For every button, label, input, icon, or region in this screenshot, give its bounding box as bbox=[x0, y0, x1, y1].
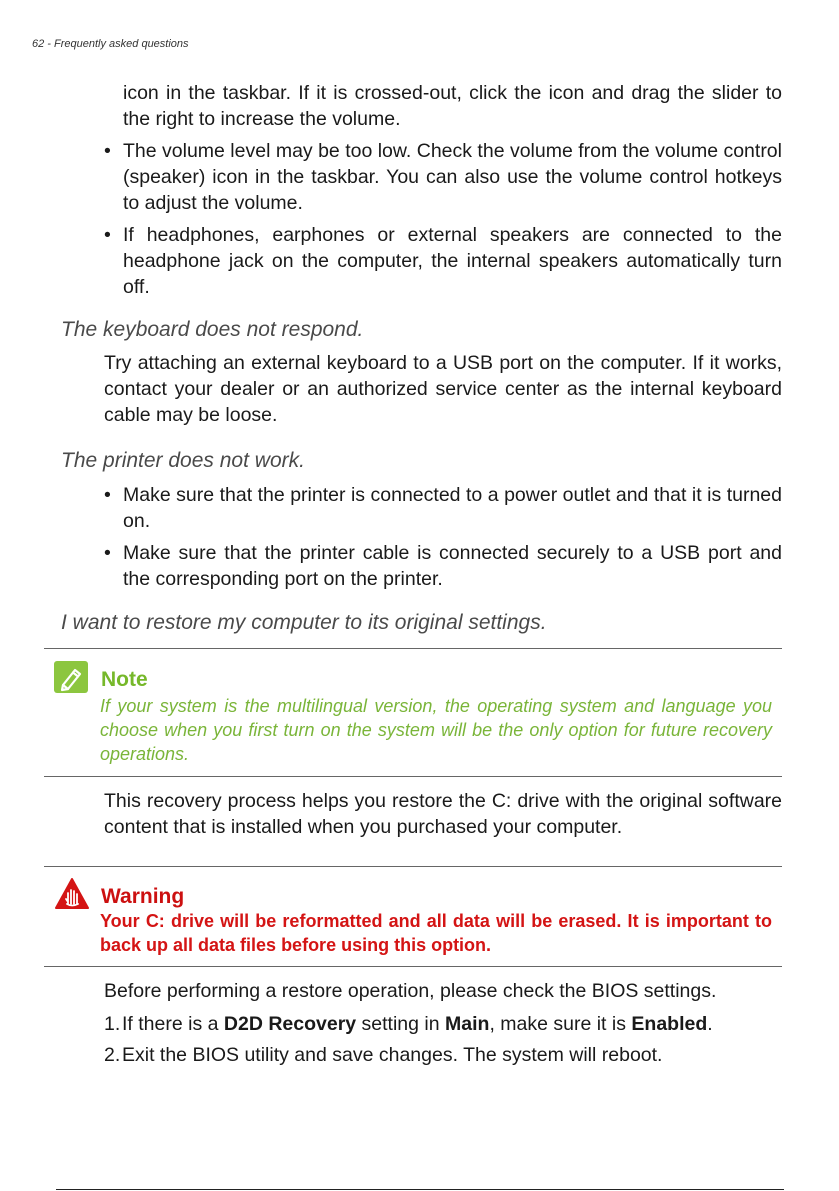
bullet-dot: • bbox=[104, 140, 111, 162]
note-title: Note bbox=[101, 668, 148, 691]
sound-bullet bbox=[104, 222, 782, 300]
step-text: , make sure it is bbox=[489, 1013, 632, 1035]
bullet-text: If headphones, earphones or external speakers are connected to the headphone jack on the computer, the internal speakers automatically turn off. bbox=[123, 224, 782, 298]
warning-title: Warning bbox=[101, 885, 185, 908]
bullet-dot: • bbox=[104, 484, 111, 506]
warning-hand-icon bbox=[54, 877, 90, 911]
step-text: Exit the BIOS utility and save changes. The system will reboot. bbox=[122, 1044, 663, 1066]
printer-bullet bbox=[104, 482, 782, 534]
bullet-dot: • bbox=[104, 224, 111, 246]
running-header: 62 - Frequently asked questions bbox=[32, 38, 189, 50]
setting-name: D2D Recovery bbox=[223, 1013, 357, 1035]
bullet-text: Make sure that the printer cable is connected securely to a USB port and the corresponding port on the printer. bbox=[123, 542, 782, 590]
step-text: setting in bbox=[356, 1013, 446, 1035]
footer-rule bbox=[56, 1189, 784, 1190]
restore-body: This recovery process helps you restore the C: drive with the original software content that is installed when you purchased your computer. bbox=[104, 790, 782, 838]
step-text: . bbox=[707, 1013, 713, 1035]
restore-heading: I want to restore my computer to its original settings. bbox=[61, 611, 547, 634]
step-number: 1. bbox=[104, 1013, 121, 1035]
keyboard-body: Try attaching an external keyboard to a USB port on the computer. If it works, contact your dealer or an authorized service center as the internal keyboard cable may be loose. bbox=[104, 352, 782, 426]
warning-box bbox=[44, 866, 782, 967]
menu-name: Main bbox=[445, 1013, 490, 1035]
note-box bbox=[44, 648, 782, 777]
note-text: If your system is the multilingual version, the operating system and language you choose when you first turn on the system will be the only option for future recovery operations. bbox=[100, 696, 772, 764]
pencil-icon bbox=[54, 661, 88, 693]
sound-bullet bbox=[104, 138, 782, 216]
restore-intro: Before performing a restore operation, please check the BIOS settings. bbox=[104, 980, 717, 1002]
warning-text: Your C: drive will be reformatted and all data will be erased. It is important to back up all data files before using this option. bbox=[100, 911, 772, 955]
step-text: If there is a bbox=[122, 1013, 224, 1035]
step-number: 2. bbox=[104, 1044, 121, 1066]
step-1 bbox=[104, 1011, 713, 1037]
printer-bullet bbox=[104, 540, 782, 592]
keyboard-heading: The keyboard does not respond. bbox=[61, 318, 364, 341]
bullet-dot: • bbox=[104, 542, 111, 564]
bullet-text: The volume level may be too low. Check the volume from the volume control (speaker) icon in the taskbar. You can also use the volume control hotkeys to adjust the volume. bbox=[123, 140, 782, 214]
setting-value: Enabled bbox=[631, 1013, 708, 1035]
bullet-text: Make sure that the printer is connected to a power outlet and that it is turned on. bbox=[123, 484, 782, 532]
printer-heading: The printer does not work. bbox=[61, 449, 305, 472]
step-2 bbox=[104, 1042, 662, 1068]
continued-paragraph: icon in the taskbar. If it is crossed-out, click the icon and drag the slider to the right to increase the volume. bbox=[123, 82, 782, 130]
